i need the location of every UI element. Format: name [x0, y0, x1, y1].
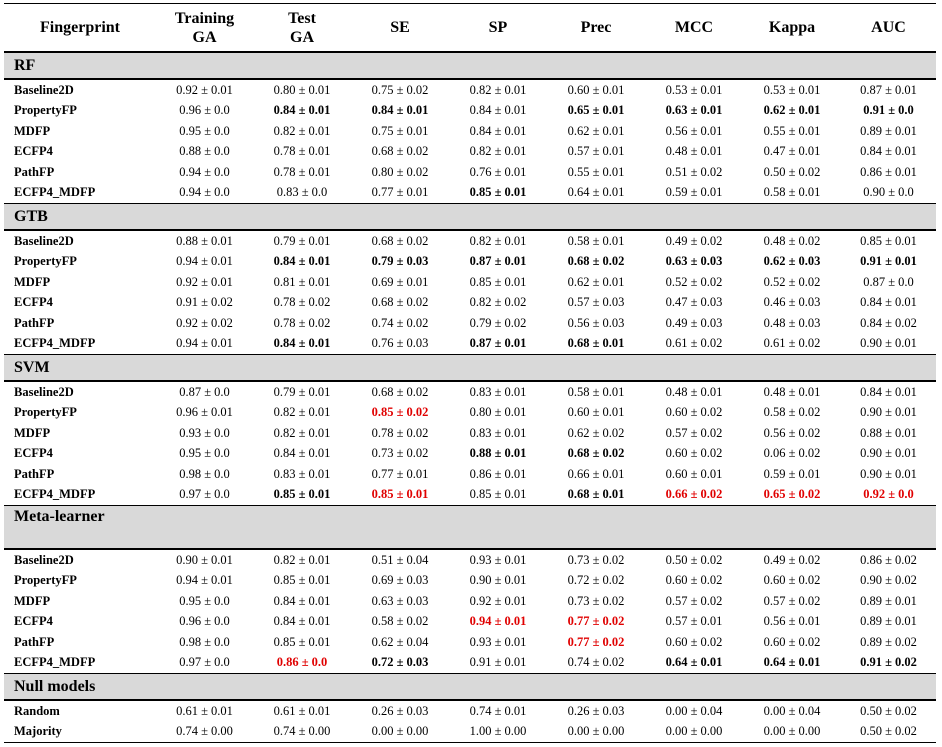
metric-cell: 0.64 ± 0.01: [645, 653, 743, 674]
metric-cell: 0.90 ± 0.01: [469, 573, 527, 588]
metric-cell: 0.68 ± 0.02: [371, 295, 429, 310]
metric-cell: 0.84 ± 0.01: [273, 103, 331, 118]
metric-cell: 0.84 ± 0.01: [469, 103, 527, 118]
header-row: [4, 4, 936, 53]
metric-cell: 0.90 ± 0.01: [860, 446, 917, 461]
metric-cell: 0.84 ± 0.01: [273, 446, 331, 461]
metric-cell: 0.78 ± 0.02: [371, 425, 429, 440]
metric-cell: 0.72 ± 0.03: [351, 653, 449, 674]
table-row: [4, 444, 936, 465]
metric-cell: 0.52 ± 0.02: [763, 274, 821, 289]
column-header-label: AUC: [871, 19, 906, 36]
metric-cell: 0.52 ± 0.02: [665, 274, 723, 289]
metric-cell: 0.61 ± 0.02: [743, 334, 841, 355]
metric-cell: 0.79 ± 0.01: [273, 384, 331, 399]
fingerprint-name: ECFP4_MDFP: [4, 183, 156, 204]
column-header: [156, 4, 253, 53]
fingerprint-name: Baseline2D: [14, 82, 74, 97]
metric-cell: 0.60 ± 0.01: [567, 82, 625, 97]
metric-cell: 0.79 ± 0.02: [469, 315, 527, 330]
metric-cell: 0.92 ± 0.0: [841, 485, 936, 506]
metric-cell: 0.84 ± 0.01: [469, 123, 527, 138]
metric-cell: 0.62 ± 0.01: [567, 123, 625, 138]
metric-cell: 0.76 ± 0.01: [469, 164, 527, 179]
metric-cell: 0.88 ± 0.01: [469, 446, 527, 461]
metric-cell: 0.95 ± 0.0: [179, 446, 230, 461]
metric-cell: 0.94 ± 0.01: [176, 254, 233, 269]
metric-cell: 0.47 ± 0.03: [665, 295, 723, 310]
metric-cell: 0.60 ± 0.02: [763, 573, 821, 588]
metric-cell: 0.60 ± 0.02: [665, 405, 723, 420]
group-label: Meta-learner: [4, 506, 936, 550]
metric-cell: 0.90 ± 0.01: [860, 466, 917, 481]
table-row: [4, 549, 936, 571]
metric-cell: 0.96 ± 0.0: [179, 103, 230, 118]
metric-cell: 0.00 ± 0.00: [743, 722, 841, 743]
metric-cell: 0.88 ± 0.0: [179, 144, 230, 159]
fingerprint-name: ECFP4: [14, 614, 53, 629]
metric-cell: 0.61 ± 0.01: [176, 703, 233, 718]
metric-cell: 0.68 ± 0.02: [567, 254, 625, 269]
metric-cell: 0.86 ± 0.0: [253, 653, 351, 674]
metric-cell: 0.74 ± 0.01: [469, 703, 527, 718]
metric-cell: 0.51 ± 0.04: [371, 552, 429, 567]
fingerprint-name: Random: [14, 703, 60, 718]
group-label: RF: [4, 52, 936, 79]
fingerprint-name: ECFP4: [14, 144, 53, 159]
metric-cell: 0.73 ± 0.02: [567, 552, 625, 567]
metric-cell: 0.79 ± 0.03: [371, 254, 429, 269]
metric-cell: 0.90 ± 0.01: [860, 405, 917, 420]
metric-cell: 0.82 ± 0.01: [273, 123, 331, 138]
column-header: [547, 4, 645, 53]
metric-cell: 0.50 ± 0.02: [763, 164, 821, 179]
table-row: [4, 313, 936, 334]
metric-cell: 0.48 ± 0.01: [763, 384, 821, 399]
metric-cell: 0.80 ± 0.02: [371, 164, 429, 179]
metric-cell: 0.56 ± 0.01: [763, 614, 821, 629]
group-row: [4, 506, 936, 550]
metric-cell: 0.49 ± 0.03: [665, 315, 723, 330]
table-header: [4, 4, 936, 53]
metric-cell: 0.73 ± 0.02: [371, 446, 429, 461]
metric-cell: 0.82 ± 0.01: [469, 82, 527, 97]
metric-cell: 0.63 ± 0.03: [371, 593, 429, 608]
metric-cell: 0.62 ± 0.03: [763, 254, 821, 269]
metric-cell: 0.06 ± 0.02: [763, 446, 821, 461]
metric-cell: 0.92 ± 0.01: [176, 274, 233, 289]
metric-cell: 0.58 ± 0.01: [567, 233, 625, 248]
table-row: [4, 700, 936, 722]
metric-cell: 0.68 ± 0.01: [547, 334, 645, 355]
metric-cell: 0.58 ± 0.01: [743, 183, 841, 204]
table-row: [4, 142, 936, 163]
metric-cell: 0.60 ± 0.02: [665, 446, 723, 461]
metric-cell: 0.57 ± 0.01: [665, 614, 723, 629]
fingerprint-name: Baseline2D: [14, 233, 74, 248]
metric-cell: 0.00 ± 0.04: [763, 703, 821, 718]
metric-cell: 0.64 ± 0.01: [547, 183, 645, 204]
metric-cell: 0.85 ± 0.01: [273, 573, 331, 588]
metric-cell: 0.60 ± 0.02: [665, 634, 723, 649]
table-row: [4, 230, 936, 252]
metric-cell: 0.47 ± 0.01: [763, 144, 821, 159]
metric-cell: 0.86 ± 0.01: [469, 466, 527, 481]
table-row: [4, 162, 936, 183]
metric-cell: 0.79 ± 0.01: [273, 233, 331, 248]
column-header-label: Fingerprint: [40, 19, 120, 36]
metric-cell: 0.66 ± 0.01: [567, 466, 625, 481]
metric-cell: 0.46 ± 0.03: [763, 295, 821, 310]
column-header-label: SP: [488, 19, 508, 36]
metric-cell: 0.68 ± 0.02: [567, 446, 625, 461]
metric-cell: 0.66 ± 0.02: [645, 485, 743, 506]
metric-cell: 0.74 ± 0.00: [253, 722, 351, 743]
metric-cell: 0.51 ± 0.02: [665, 164, 723, 179]
metric-cell: 0.58 ± 0.02: [371, 614, 429, 629]
metric-cell: 0.77 ± 0.02: [567, 614, 625, 629]
metric-cell: 0.00 ± 0.04: [665, 703, 723, 718]
results-table: [4, 3, 936, 743]
metric-cell: 0.57 ± 0.02: [665, 593, 723, 608]
metric-cell: 0.96 ± 0.0: [179, 614, 230, 629]
table-row: [4, 403, 936, 424]
fingerprint-name: ECFP4_MDFP: [4, 485, 156, 506]
metric-cell: 0.92 ± 0.02: [176, 315, 233, 330]
table-row: [4, 293, 936, 314]
metric-cell: 0.78 ± 0.02: [273, 295, 331, 310]
column-header: [841, 4, 936, 53]
metric-cell: 0.97 ± 0.0: [156, 485, 253, 506]
metric-cell: 0.88 ± 0.01: [860, 425, 917, 440]
metric-cell: 0.98 ± 0.0: [179, 634, 230, 649]
metric-cell: 0.95 ± 0.0: [179, 123, 230, 138]
metric-cell: 0.92 ± 0.01: [469, 593, 527, 608]
column-header: [449, 4, 547, 53]
group-row: [4, 52, 936, 79]
metric-cell: 0.84 ± 0.01: [371, 103, 429, 118]
metric-cell: 0.62 ± 0.04: [371, 634, 429, 649]
metric-cell: 0.68 ± 0.02: [371, 144, 429, 159]
metric-cell: 0.74 ± 0.02: [371, 315, 429, 330]
fingerprint-name: MDFP: [14, 123, 51, 138]
metric-cell: 0.60 ± 0.02: [763, 634, 821, 649]
column-header-label: GA: [192, 28, 217, 46]
metric-cell: 0.85 ± 0.01: [273, 634, 331, 649]
metric-cell: 0.48 ± 0.02: [763, 233, 821, 248]
column-header-label: MCC: [674, 19, 714, 36]
fingerprint-name: PropertyFP: [14, 573, 77, 588]
fingerprint-name: PathFP: [14, 466, 55, 481]
fingerprint-name: ECFP4_MDFP: [4, 653, 156, 674]
metric-cell: 0.55 ± 0.01: [763, 123, 821, 138]
metric-cell: 0.89 ± 0.01: [860, 593, 917, 608]
metric-cell: 0.77 ± 0.01: [371, 466, 429, 481]
table-row: [4, 334, 936, 355]
fingerprint-name: ECFP4_MDFP: [4, 334, 156, 355]
table-row: [4, 653, 936, 674]
metric-cell: 0.90 ± 0.02: [860, 573, 917, 588]
fingerprint-name: MDFP: [14, 425, 51, 440]
metric-cell: 0.48 ± 0.01: [665, 144, 723, 159]
metric-cell: 0.77 ± 0.01: [351, 183, 449, 204]
column-header-label: GA: [290, 28, 314, 46]
metric-cell: 0.76 ± 0.03: [351, 334, 449, 355]
metric-cell: 0.69 ± 0.03: [371, 573, 429, 588]
column-header-label: Test: [288, 9, 316, 27]
column-header: [645, 4, 743, 53]
metric-cell: 0.85 ± 0.01: [253, 485, 351, 506]
metric-cell: 0.65 ± 0.02: [743, 485, 841, 506]
metric-cell: 1.00 ± 0.00: [449, 722, 547, 743]
metric-cell: 0.62 ± 0.01: [567, 274, 625, 289]
metric-cell: 0.50 ± 0.02: [841, 722, 936, 743]
metric-cell: 0.73 ± 0.02: [567, 593, 625, 608]
metric-cell: 0.59 ± 0.01: [645, 183, 743, 204]
metric-cell: 0.85 ± 0.01: [449, 183, 547, 204]
metric-cell: 0.87 ± 0.01: [469, 254, 527, 269]
metric-cell: 0.26 ± 0.03: [371, 703, 429, 718]
metric-cell: 0.69 ± 0.01: [371, 274, 429, 289]
metric-cell: 0.83 ± 0.0: [253, 183, 351, 204]
table-row: [4, 183, 936, 204]
metric-cell: 0.84 ± 0.02: [860, 315, 917, 330]
metric-cell: 0.60 ± 0.02: [665, 573, 723, 588]
group-row: [4, 204, 936, 231]
metric-cell: 0.61 ± 0.01: [273, 703, 331, 718]
table-row: [4, 612, 936, 633]
metric-cell: 0.84 ± 0.01: [860, 384, 917, 399]
metric-cell: 0.97 ± 0.0: [156, 653, 253, 674]
metric-cell: 0.56 ± 0.02: [763, 425, 821, 440]
fingerprint-name: PropertyFP: [14, 254, 77, 269]
table-row: [4, 571, 936, 592]
metric-cell: 0.84 ± 0.01: [253, 334, 351, 355]
metric-cell: 0.91 ± 0.02: [841, 653, 936, 674]
metric-cell: 0.68 ± 0.01: [547, 485, 645, 506]
metric-cell: 0.90 ± 0.01: [176, 552, 233, 567]
metric-cell: 0.53 ± 0.01: [665, 82, 723, 97]
metric-cell: 0.98 ± 0.0: [179, 466, 230, 481]
metric-cell: 0.83 ± 0.01: [469, 425, 527, 440]
metric-cell: 0.82 ± 0.01: [273, 425, 331, 440]
metric-cell: 0.81 ± 0.01: [273, 274, 331, 289]
group-row: [4, 355, 936, 382]
metric-cell: 0.83 ± 0.01: [273, 466, 331, 481]
metric-cell: 0.82 ± 0.02: [469, 295, 527, 310]
metric-cell: 0.64 ± 0.01: [743, 653, 841, 674]
metric-cell: 0.85 ± 0.02: [371, 405, 429, 420]
column-header: [743, 4, 841, 53]
metric-cell: 0.94 ± 0.01: [156, 334, 253, 355]
metric-cell: 0.80 ± 0.01: [273, 82, 331, 97]
metric-cell: 0.85 ± 0.01: [351, 485, 449, 506]
metric-cell: 0.86 ± 0.02: [860, 552, 917, 567]
metric-cell: 0.83 ± 0.01: [469, 384, 527, 399]
metric-cell: 0.94 ± 0.01: [176, 573, 233, 588]
group-row: [4, 674, 936, 701]
metric-cell: 0.00 ± 0.00: [351, 722, 449, 743]
table-body: [4, 52, 936, 743]
metric-cell: 0.91 ± 0.02: [176, 295, 233, 310]
metric-cell: 0.84 ± 0.01: [860, 295, 917, 310]
column-header-label: Training: [174, 9, 235, 27]
metric-cell: 0.93 ± 0.0: [179, 425, 230, 440]
metric-cell: 0.94 ± 0.0: [156, 183, 253, 204]
metric-cell: 0.89 ± 0.01: [860, 614, 917, 629]
metric-cell: 0.80 ± 0.01: [469, 405, 527, 420]
fingerprint-name: PathFP: [14, 164, 55, 179]
fingerprint-name: MDFP: [14, 274, 51, 289]
column-header: [351, 4, 449, 53]
fingerprint-name: Majority: [4, 722, 156, 743]
metric-cell: 0.56 ± 0.03: [567, 315, 625, 330]
metric-cell: 0.57 ± 0.02: [763, 593, 821, 608]
metric-cell: 0.84 ± 0.01: [273, 593, 331, 608]
metric-cell: 0.91 ± 0.01: [449, 653, 547, 674]
metric-cell: 0.78 ± 0.02: [273, 315, 331, 330]
metric-cell: 0.86 ± 0.01: [860, 164, 917, 179]
group-label: SVM: [4, 355, 936, 382]
fingerprint-name: Baseline2D: [14, 384, 74, 399]
fingerprint-name: Baseline2D: [14, 552, 74, 567]
metric-cell: 0.90 ± 0.0: [841, 183, 936, 204]
fingerprint-name: MDFP: [14, 593, 51, 608]
metric-cell: 0.68 ± 0.02: [371, 233, 429, 248]
metric-cell: 0.63 ± 0.01: [665, 103, 723, 118]
metric-cell: 0.61 ± 0.02: [645, 334, 743, 355]
metric-cell: 0.92 ± 0.01: [176, 82, 233, 97]
metric-cell: 0.87 ± 0.01: [449, 334, 547, 355]
metric-cell: 0.87 ± 0.0: [179, 384, 230, 399]
metric-cell: 0.84 ± 0.01: [860, 144, 917, 159]
table-row: [4, 485, 936, 506]
fingerprint-name: PathFP: [14, 634, 55, 649]
metric-cell: 0.87 ± 0.01: [860, 82, 917, 97]
table-row: [4, 464, 936, 485]
metric-cell: 0.85 ± 0.01: [449, 485, 547, 506]
column-header: [4, 4, 156, 53]
metric-cell: 0.77 ± 0.02: [567, 634, 625, 649]
metric-cell: 0.55 ± 0.01: [567, 164, 625, 179]
metric-cell: 0.89 ± 0.02: [860, 634, 917, 649]
metric-cell: 0.60 ± 0.01: [567, 405, 625, 420]
table-row: [4, 423, 936, 444]
metric-cell: 0.78 ± 0.01: [273, 144, 331, 159]
column-header-label: Prec: [580, 19, 612, 36]
metric-cell: 0.93 ± 0.01: [469, 634, 527, 649]
metric-cell: 0.95 ± 0.0: [179, 593, 230, 608]
fingerprint-name: PathFP: [14, 315, 55, 330]
metric-cell: 0.82 ± 0.01: [273, 552, 331, 567]
metric-cell: 0.85 ± 0.01: [860, 233, 917, 248]
metric-cell: 0.26 ± 0.03: [567, 703, 625, 718]
table-row: [4, 722, 936, 743]
metric-cell: 0.82 ± 0.01: [273, 405, 331, 420]
group-label: GTB: [4, 204, 936, 231]
table-row: [4, 272, 936, 293]
metric-cell: 0.84 ± 0.01: [273, 254, 331, 269]
metric-cell: 0.74 ± 0.02: [547, 653, 645, 674]
metric-cell: 0.00 ± 0.00: [547, 722, 645, 743]
fingerprint-name: PropertyFP: [14, 405, 77, 420]
column-header-label: Kappa: [768, 19, 816, 36]
metric-cell: 0.48 ± 0.01: [665, 384, 723, 399]
metric-cell: 0.94 ± 0.0: [179, 164, 230, 179]
metric-cell: 0.57 ± 0.03: [567, 295, 625, 310]
table-row: [4, 101, 936, 122]
metric-cell: 0.91 ± 0.0: [863, 103, 914, 118]
metric-cell: 0.48 ± 0.03: [763, 315, 821, 330]
metric-cell: 0.85 ± 0.01: [469, 274, 527, 289]
table-row: [4, 252, 936, 273]
metric-cell: 0.93 ± 0.01: [469, 552, 527, 567]
metric-cell: 0.78 ± 0.01: [273, 164, 331, 179]
group-label: Null models: [4, 674, 936, 701]
metric-cell: 0.62 ± 0.01: [763, 103, 821, 118]
metric-cell: 0.58 ± 0.02: [763, 405, 821, 420]
metric-cell: 0.50 ± 0.02: [665, 552, 723, 567]
table-row: [4, 632, 936, 653]
metric-cell: 0.53 ± 0.01: [763, 82, 821, 97]
table-row: [4, 121, 936, 142]
table-row: [4, 381, 936, 403]
metric-cell: 0.89 ± 0.01: [860, 123, 917, 138]
metric-cell: 0.91 ± 0.01: [860, 254, 917, 269]
metric-cell: 0.58 ± 0.01: [567, 384, 625, 399]
metric-cell: 0.59 ± 0.01: [763, 466, 821, 481]
metric-cell: 0.72 ± 0.02: [567, 573, 625, 588]
metric-cell: 0.65 ± 0.01: [567, 103, 625, 118]
metric-cell: 0.90 ± 0.01: [841, 334, 936, 355]
metric-cell: 0.75 ± 0.01: [371, 123, 429, 138]
column-header-label: SE: [390, 19, 410, 36]
metric-cell: 0.62 ± 0.02: [567, 425, 625, 440]
fingerprint-name: ECFP4: [14, 295, 53, 310]
metric-cell: 0.94 ± 0.01: [469, 614, 527, 629]
metric-cell: 0.74 ± 0.00: [156, 722, 253, 743]
metric-cell: 0.60 ± 0.01: [665, 466, 723, 481]
fingerprint-name: PropertyFP: [14, 103, 77, 118]
metric-cell: 0.87 ± 0.0: [863, 274, 914, 289]
fingerprint-name: ECFP4: [14, 446, 53, 461]
metric-cell: 0.63 ± 0.03: [665, 254, 723, 269]
metric-cell: 0.68 ± 0.02: [371, 384, 429, 399]
metric-cell: 0.82 ± 0.01: [469, 233, 527, 248]
metric-cell: 0.75 ± 0.02: [371, 82, 429, 97]
table-row: [4, 79, 936, 101]
metric-cell: 0.56 ± 0.01: [665, 123, 723, 138]
column-header: [253, 4, 351, 53]
metric-cell: 0.88 ± 0.01: [176, 233, 233, 248]
metric-cell: 0.57 ± 0.01: [567, 144, 625, 159]
metric-cell: 0.00 ± 0.00: [645, 722, 743, 743]
metric-cell: 0.49 ± 0.02: [763, 552, 821, 567]
metric-cell: 0.49 ± 0.02: [665, 233, 723, 248]
metric-cell: 0.50 ± 0.02: [860, 703, 917, 718]
metric-cell: 0.82 ± 0.01: [469, 144, 527, 159]
metric-cell: 0.84 ± 0.01: [273, 614, 331, 629]
metric-cell: 0.57 ± 0.02: [665, 425, 723, 440]
metric-cell: 0.96 ± 0.01: [176, 405, 233, 420]
table-row: [4, 591, 936, 612]
